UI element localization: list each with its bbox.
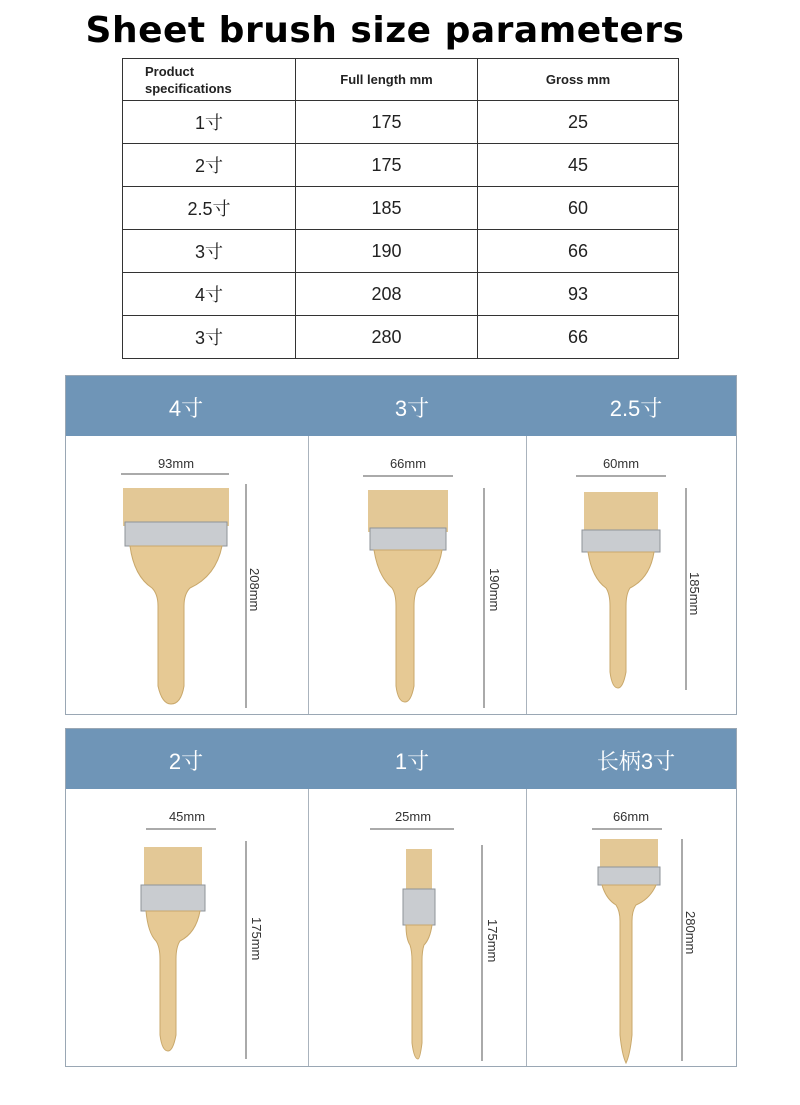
width-dimension: 93mm [157, 456, 195, 471]
header-full-length: Full length mm [296, 59, 478, 101]
header-line: Product specifications [145, 63, 232, 96]
length-dimension: 190mm [487, 568, 502, 612]
table-header-row [123, 59, 679, 101]
width-dimension: 66mm [389, 456, 427, 471]
size-table [122, 58, 679, 359]
cell-spec: 3寸 [123, 316, 296, 359]
brush-panel-1 [308, 789, 526, 1066]
panel-label: 3寸 [394, 396, 430, 421]
width-dimension: 45mm [168, 809, 206, 824]
table-row [123, 316, 679, 359]
cell-length: 208 [296, 273, 478, 316]
brush-panel-4 [66, 436, 308, 714]
panel-label: 2.5寸 [609, 396, 663, 421]
panel-label: 4寸 [168, 396, 204, 421]
label-band [66, 376, 736, 436]
brush-image [308, 789, 526, 1067]
length-dimension: 280mm [683, 911, 698, 955]
brush-image [526, 789, 736, 1067]
label-band [66, 729, 736, 789]
cell-spec: 3寸 [123, 230, 296, 273]
cell-gross: 25 [478, 101, 679, 144]
panel-label: 长柄3寸 [596, 749, 676, 774]
cell-gross: 66 [478, 230, 679, 273]
length-dimension: 208mm [247, 568, 262, 612]
brush-panel-long-3 [526, 789, 736, 1066]
cell-length: 175 [296, 144, 478, 187]
cell-length: 185 [296, 187, 478, 230]
cell-spec: 2寸 [123, 144, 296, 187]
cell-gross: 66 [478, 316, 679, 359]
cell-gross: 45 [478, 144, 679, 187]
brush-image [66, 789, 308, 1067]
length-dimension: 175mm [485, 919, 500, 963]
cell-length: 175 [296, 101, 478, 144]
cell-spec: 1寸 [123, 101, 296, 144]
width-dimension: 60mm [602, 456, 640, 471]
cell-gross: 60 [478, 187, 679, 230]
header-product-specifications [123, 59, 296, 101]
cell-spec: 4寸 [123, 273, 296, 316]
panel-label: 2寸 [168, 749, 204, 774]
brush-image [308, 436, 526, 714]
width-dimension: 66mm [612, 809, 650, 824]
brush-panel-2-5 [526, 436, 736, 714]
table-row [123, 144, 679, 187]
table-row [123, 187, 679, 230]
table-row [123, 101, 679, 144]
length-dimension: 175mm [249, 917, 264, 961]
cell-length: 280 [296, 316, 478, 359]
panel-label: 1寸 [394, 749, 430, 774]
brush-grid-bottom [65, 728, 737, 1067]
brush-panel-2 [66, 789, 308, 1066]
cell-length: 190 [296, 230, 478, 273]
page-title: Sheet brush size parameters [85, 10, 685, 51]
brush-grid-top [65, 375, 737, 715]
width-dimension: 25mm [394, 809, 432, 824]
cell-spec: 2.5寸 [123, 187, 296, 230]
brush-image [526, 436, 736, 714]
header-gross: Gross mm [478, 59, 679, 101]
brush-panel-3 [308, 436, 526, 714]
cell-gross: 93 [478, 273, 679, 316]
table-row [123, 230, 679, 273]
length-dimension: 185mm [687, 572, 702, 616]
table-row [123, 273, 679, 316]
brush-image [66, 436, 308, 714]
